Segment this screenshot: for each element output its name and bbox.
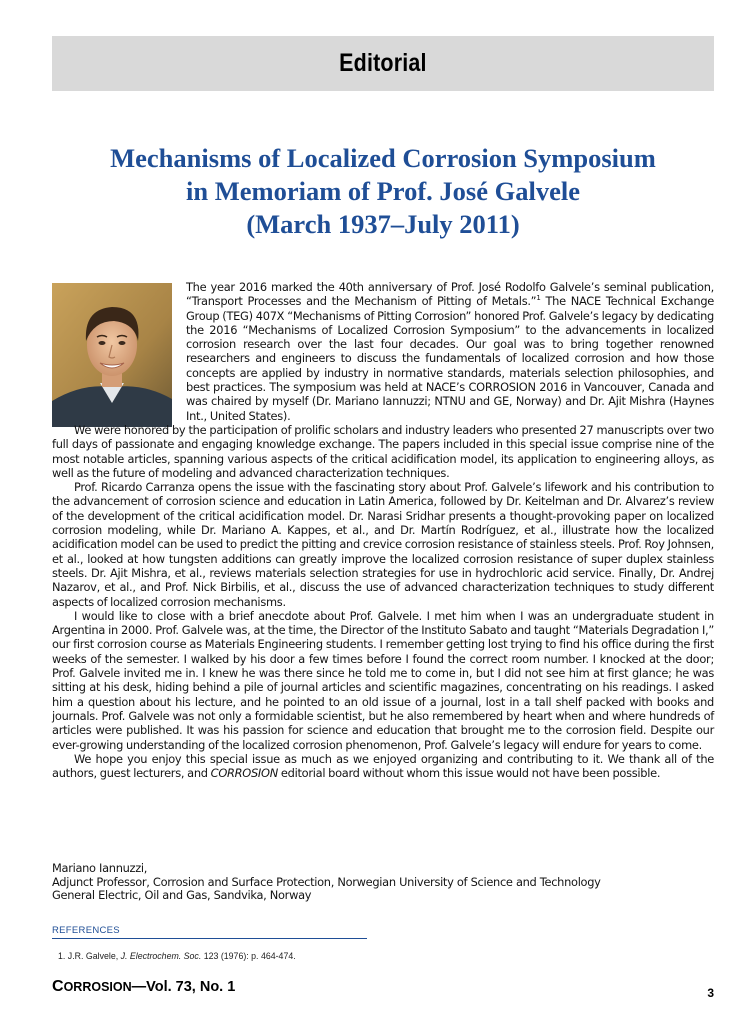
paragraph-1-text-b: The NACE Technical Exchange Group (TEG) 407X “Mechanisms of Pitting Corrosion” honored Prof. Galvele’s legacy by dedicating the 2016 “Mechanisms of Localized Corrosion Symposium” to the advancements in localized corrosion research over the last four decades. Our goal was to bring together renowned researchers and engineers to discuss the fundamentals of localized corrosion and how those concepts are applied by industry in normative standards, materials selection philosophies, and best practices. The symposium was held at NACE’s CORROSION 2016 in Vancouver, Canada and was chaired by myself (Dr. Mariano Iannuzzi; NTNU and GE, Norway) and Dr. Ajit Mishra (Haynes Int., United States).: [186, 294, 714, 423]
references-divider: [52, 938, 367, 939]
paragraph-1-text-a: The year 2016 marked the 40th anniversary of Prof. José Rodolfo Galvele’s seminal publication, “Transport Processes and the Mechanism of Pitting of Metals.”: [186, 280, 714, 309]
author-affiliation-1: Adjunct Professor, Corrosion and Surface Protection, Norwegian University of Science and Technology: [52, 874, 601, 889]
footer-journal-name: [52, 979, 132, 995]
title-line-2: in Memoriam of Prof. José Galvele: [186, 176, 580, 206]
paragraph-5-text-b: editorial board without whom this issue would not have been possible.: [277, 766, 661, 781]
author-name: Mariano Iannuzzi,: [52, 861, 148, 875]
reference-item: [58, 951, 296, 961]
citation-marker: 1: [536, 294, 541, 303]
article-title: [52, 142, 714, 241]
paragraph-1: [186, 280, 714, 423]
journal-name-italic: CORROSION: [210, 766, 278, 781]
paragraph-5-text-a: We hope you enjoy this special issue as much as we enjoyed organizing and contributing to it. We thank all of the authors, guest lecturers, and: [52, 751, 714, 781]
paragraph-5: [52, 752, 714, 781]
references-heading: REFERENCES: [52, 925, 120, 936]
title-line-1: Mechanisms of Localized Corrosion Symposium: [110, 143, 656, 173]
footer-journal-initial: C: [52, 978, 64, 995]
author-affiliation-2: General Electric, Oil and Gas, Sandvika, Norway: [52, 888, 312, 903]
section-banner: [52, 36, 714, 91]
reference-number: 1.: [58, 951, 66, 961]
paragraph-3: Prof. Ricardo Carranza opens the issue with the fascinating story about Prof. Galvele’s lifework and his contribution to the advancement of corrosion science and education in Latin America, followed by Dr. Keitelman and Dr. Alvarez’s review of the development of the critical acidification model. Dr. Narasi Sridhar presents a thought-provoking paper on localized corrosion modeling, while Dr. Mariano A. Kappes, et al., and Dr. Martín Rodríguez, et al., illustrate how the localized acidification model can be used to predict the pitting and crevice corrosion resistance of stainless steels. Prof. Roy Johnsen, et al., looked at how tungsten additions can greatly improve the localized corrosion resistance of super duplex stainless steels. Dr. Ajit Mishra, et al., reviews materials selection strategies for use in hydrochloric acid service. Finally, Dr. Andrej Nazarov, et al., and Prof. Nick Birbilis, et al., discuss the use of advanced characterization techniques to study different aspects of localized corrosion mechanisms.: [52, 480, 714, 609]
paragraph-2: We were honored by the participation of prolific scholars and industry leaders who presented 27 manuscripts over two full days of passionate and engaging knowledge exchange. The papers included in this special issue comprise nine of the most notable articles, spanning various aspects of the critical acidification model, its application to engineering alloys, as well as the future of modeling and advanced characterization techniques.: [52, 422, 714, 480]
author-signature: [52, 862, 714, 903]
paragraph-4: I would like to close with a brief anecdote about Prof. Galvele. I met him when I was an undergraduate student in Argentina in 2000. Prof. Galvele was, at the time, the Director of the Instituto Sabato and taught “Materials Degradation I,” our first corrosion course as Materials Engineering students. I remember getting lost trying to find his office during the first weeks of the semester. I walked by his door a few times before I found the correct room number. I knocked at the door; Prof. Galvele invited me in. I knew he was there since he told me to come in, but I did not see him at first glance; he was sitting at his desk, hiding behind a pile of journal articles and scientific magazines, concentrating on his readings. I asked him a question about his lecture, and he pointed to an old issue of a journal, lost in a tall shelf packed with books and journals. Prof. Galvele was not only a formidable scientist, but he also remembered by heart when and where hundreds of articles were published. It was his passion for science and education that brought me to the corrosion field. Despite our ever-growing understanding of the localized corrosion phenomenon, Prof. Galvele’s legacy will endure for years to come.: [52, 608, 714, 752]
title-line-3: (March 1937–July 2011): [246, 209, 520, 239]
reference-authors: J.R. Galvele,: [67, 951, 121, 961]
reference-details: 123 (1976): p. 464-474.: [201, 951, 296, 961]
reference-journal: J. Electrochem. Soc.: [120, 951, 202, 961]
page-number: 3: [707, 986, 714, 1000]
article-body: [52, 280, 714, 780]
section-label: Editorial: [339, 49, 427, 77]
footer-journal-rest: ORROSION: [63, 980, 132, 994]
journal-footer: [52, 978, 235, 996]
footer-issue: —Vol. 73, No. 1: [131, 979, 236, 995]
